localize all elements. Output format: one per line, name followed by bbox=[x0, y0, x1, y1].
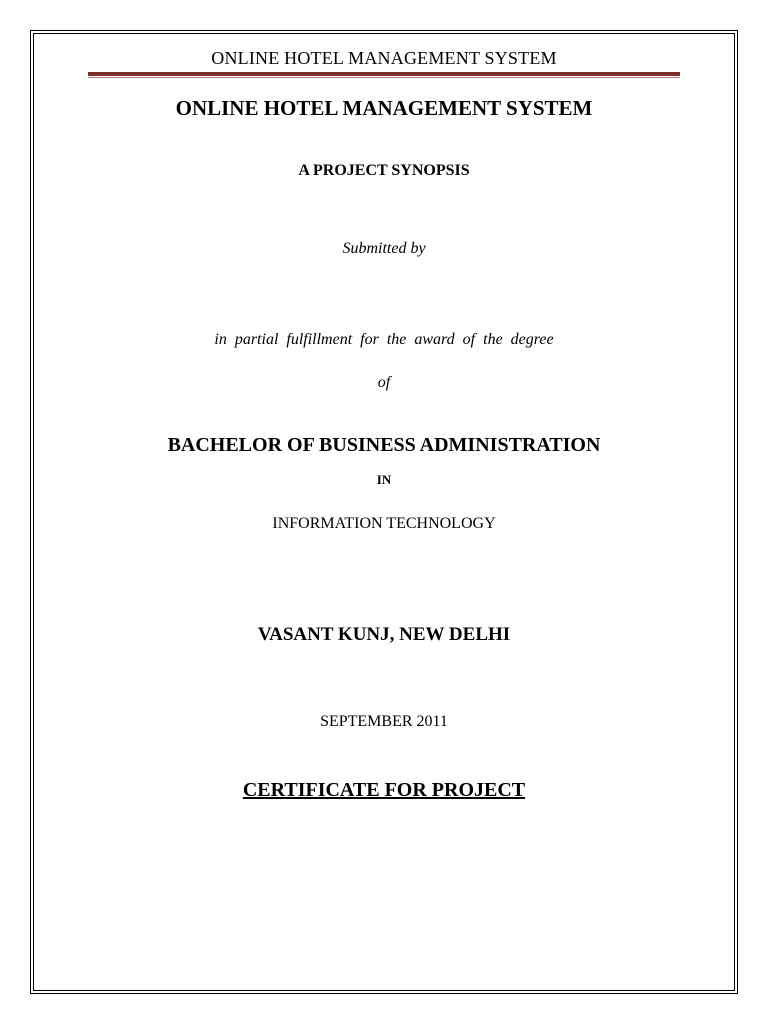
fulfillment-text: in partial fulfillment for the award of the degree bbox=[214, 331, 554, 348]
submission-date: SEPTEMBER 2011 bbox=[320, 713, 448, 730]
header-rule-thin bbox=[88, 77, 680, 78]
submitted-by-text: Submitted by bbox=[342, 240, 426, 257]
field-of-study: INFORMATION TECHNOLOGY bbox=[272, 515, 496, 532]
location-text: VASANT KUNJ, NEW DELHI bbox=[257, 624, 511, 645]
of-text: of bbox=[377, 374, 391, 391]
document-subtitle: A PROJECT SYNOPSIS bbox=[298, 162, 470, 179]
document-title: ONLINE HOTEL MANAGEMENT SYSTEM bbox=[175, 96, 593, 120]
degree-name: BACHELOR OF BUSINESS ADMINISTRATION bbox=[167, 434, 601, 456]
header-rule bbox=[88, 72, 680, 76]
certificate-heading: CERTIFICATE FOR PROJECT bbox=[242, 779, 526, 801]
running-header: ONLINE HOTEL MANAGEMENT SYSTEM bbox=[211, 48, 557, 68]
in-text: IN bbox=[376, 472, 392, 487]
